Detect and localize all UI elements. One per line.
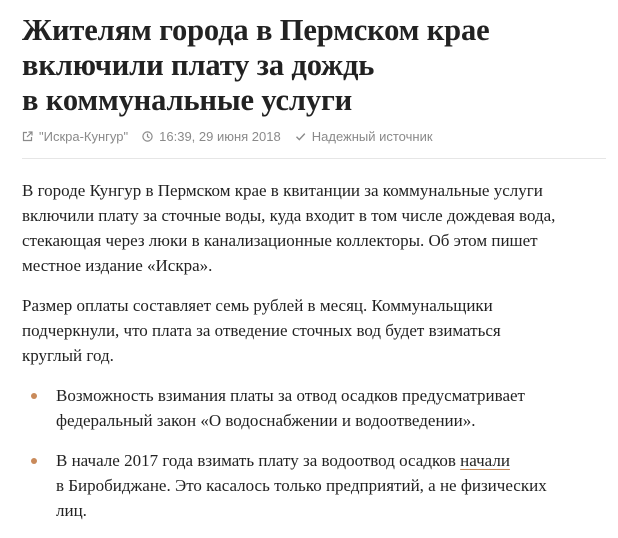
paragraph-line: В городе Кунгур в Пермском крае в квитанции за коммунальные услуги [22, 181, 543, 200]
paragraph-line: включили плату за сточные воды, куда входит в том числе дождевая вода, [22, 206, 556, 225]
paragraph-line: Размер оплаты составляет семь рублей в месяц. Коммунальщики [22, 296, 493, 315]
paragraph-line: круглый год. [22, 346, 114, 365]
article-paragraph [22, 178, 612, 278]
article-paragraph [22, 293, 612, 368]
paragraph-line: подчеркнули, что плата за отведение сточных вод будет взиматься [22, 321, 501, 340]
news-article [22, 0, 612, 520]
bullet-line: Возможность взимания платы за отвод осадков предусматривает [56, 386, 525, 405]
trust-label: Надежный источник [311, 128, 433, 144]
article-headline [22, 0, 612, 118]
trust-item [295, 129, 433, 144]
headline-line: включили плату за дождь [22, 48, 375, 82]
bullet-dot-icon [31, 458, 37, 464]
meta-divider [22, 158, 606, 159]
bullet-dot-icon [31, 393, 37, 399]
related-facts-list [22, 383, 612, 523]
datetime-item [142, 129, 281, 144]
article-body [22, 178, 612, 538]
list-item [22, 383, 612, 433]
paragraph-line: стекающая через люки в канализационные коллекторы. Об этом пишет [22, 231, 538, 250]
bullet-line: в Биробиджане. Это касалось только предприятий, а не физических [56, 476, 547, 495]
clock-icon [142, 131, 153, 142]
bullet-line: лиц. [56, 501, 87, 520]
source-item[interactable] [22, 129, 128, 144]
checkmark-icon [295, 131, 306, 142]
inline-link-started[interactable]: начали [460, 451, 510, 470]
headline-line: Жителям города в Пермском крае [22, 13, 490, 47]
bullet-line: федеральный закон «О водоснабжении и водоотведении». [56, 411, 476, 430]
publish-datetime: 16:39, 29 июня 2018 [159, 128, 281, 144]
article-meta [22, 128, 447, 144]
headline-line: в коммунальные услуги [22, 83, 353, 117]
bullet-text: В начале 2017 года взимать плату за водоотвод осадков [56, 451, 461, 470]
external-link-icon [22, 131, 33, 142]
source-link[interactable]: "Искра-Кунгур" [39, 128, 129, 144]
bullet-line [56, 448, 612, 473]
paragraph-line: местное издание «Искра». [22, 256, 213, 275]
list-item [22, 448, 612, 523]
